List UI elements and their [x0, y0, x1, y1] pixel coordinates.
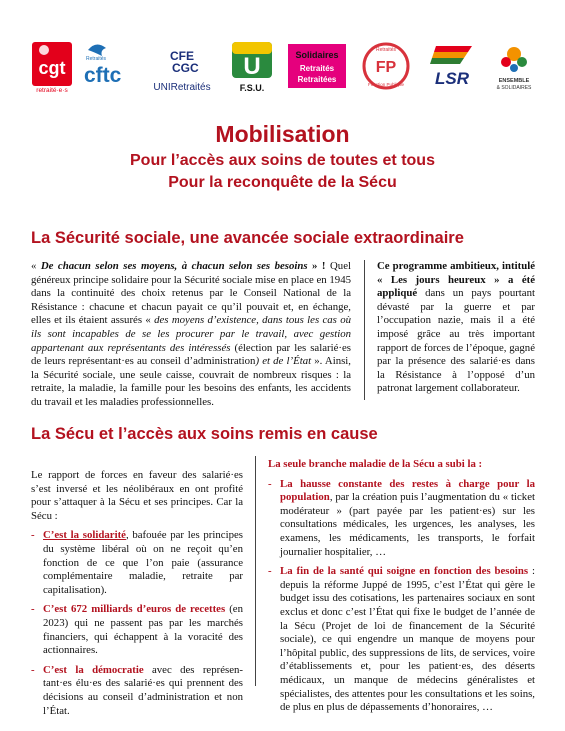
svg-text:Retraités: Retraités [299, 64, 335, 73]
quote-close: » ! [307, 260, 326, 272]
svg-text:LSR: LSR [435, 69, 469, 88]
list-item-lead: C’est la solidarité [43, 529, 126, 542]
list-item [31, 603, 243, 657]
svg-text:CGC: CGC [172, 61, 199, 75]
list-item [268, 565, 535, 715]
list-dash: - [31, 663, 35, 676]
paragraph-text-1: Quel généreux principe solidaire pour la Sécurité sociale mise en place en 1945 dans la continuité des choix retenus par le Conseil National de la Résistance : chacune et chacun payait ce qu’il pouvait et, en échange, elles et ils étaient assurés « [31, 260, 351, 327]
svg-text:F.S.U.: F.S.U. [239, 83, 265, 93]
list-dash: - [31, 529, 35, 542]
union-logos [30, 38, 540, 98]
svg-text:Fonction Publique: Fonction Publique [367, 82, 405, 87]
svg-text:cftc: cftc [84, 64, 122, 87]
svg-text:Retraitées: Retraitées [297, 75, 337, 84]
section2-left-column [31, 469, 243, 718]
list-item-text: avec des représen-tant·es élu·es des salarié·es qui prennent des décisions au conseil d’administration et non l’État. [43, 663, 243, 717]
solidaires-logo [286, 38, 348, 94]
list-item-lead: C’est 672 milliards d’euros de recettes [43, 603, 226, 616]
jours-heureux-text: dans un pays pourtant dévasté par la guerre et par l’occupation nazie, mais il a été imposé grâce au très important rapport de forces de l’époque, gagné par la présence des salarié·es dans la Résistance à l’opposé d’un patronat largement collaborateur. [377, 287, 535, 395]
paragraph-text-3: ». Ainsi, la Sécurité sociale, une seule caisse, couvrait de nombreux risques : la retraite, la maladie, la famille pour les besoins des enfants, les accidents du travail et les maladies professionnelles. [31, 355, 352, 408]
cftc-logo [82, 38, 140, 94]
page-title: Mobilisation [215, 121, 350, 147]
svg-text:UNIRetraités: UNIRetraités [153, 82, 211, 93]
list-item [268, 478, 535, 560]
subtitle-reconquest: Pour la reconquête de la Sécu [168, 174, 397, 191]
quote-motto: De chacun selon ses moyens, à chacun selon ses besoins [40, 260, 308, 272]
svg-text:retraité·e·s: retraité·e·s [36, 87, 68, 94]
paragraph-text-2: (élection par les salarié·es de leurs représentant·es au conseil d’administration [31, 341, 351, 368]
quote-open: « [31, 260, 41, 272]
svg-text:Retraités: Retraités [86, 56, 107, 62]
section1-right-paragraph [377, 260, 535, 396]
list-dash: - [268, 477, 272, 490]
column-divider [255, 456, 256, 686]
section-heading-securite-sociale: La Sécurité sociale, une avancée sociale extraordinaire [31, 229, 464, 247]
section1-left-paragraph [31, 260, 351, 410]
svg-text:Solidaires: Solidaires [295, 50, 339, 60]
lsr-logo [426, 38, 478, 94]
list-item-text: , bafouée par les principes du système libéral où on ne reçoit qu’en fonction de ce que l’on paie (assurance complémentaire maladie, retraite par capitalisation). [43, 529, 243, 596]
column-divider [364, 260, 365, 400]
cgt-logo [30, 38, 74, 94]
section-heading-secu-remise-en-cause: La Sécu et l’accès aux soins remis en cause [31, 425, 378, 443]
list-item-lead: C’est la démocratie [43, 663, 144, 676]
list-item-text: , par la création puis l’augmentation du « ticket modérateur » (part payée par les patient·es) sur les consultations médicales, les urgences, les analyses, les examens, les médicaments, les transports, le forfait journalier hospitalier, … [280, 491, 535, 558]
fp-retraites-logo [358, 38, 414, 94]
list-dash: - [31, 603, 35, 616]
paragraph-italic-2: ) et de l’État [255, 355, 312, 368]
list-dash: - [268, 565, 272, 578]
svg-text:Retraités: Retraités [375, 47, 397, 53]
list-item-lead: La fin de la santé qui soigne en fonction des besoins [280, 565, 529, 578]
list-item [31, 529, 243, 597]
fsu-logo [228, 38, 276, 94]
ensemble-solidaires-logo [488, 38, 540, 94]
section2-right-column [268, 458, 535, 715]
svg-text:CFE: CFE [170, 49, 194, 63]
subtitle-access-care: Pour l’accès aux soins de toutes et tous [130, 152, 435, 169]
svg-text:cgt: cgt [38, 58, 66, 78]
list-item-text: : depuis la réforme Juppé de 1995, c’est l’État qui gère le budget issu des cotisations, les partenaires sociaux en sont exclus et donc c’est l’État qui fixe le budget de l’année de la Sécu (Projet de loi de financement de la Sécurité sociale), ce qui engendre un manque de moyens pour l’hôpital public, des suppressions de lits, de services, voire d’établissements et, pour les patient·es, des déserts médicaux, un manque de médecins généralistes et spécialistes, des attentes pour les consultations et les soins, de plus en plus de dépassements d’honoraires, … [280, 565, 535, 714]
svg-text:FP: FP [375, 59, 397, 76]
section2-right-intro: La seule branche maladie de la Sécu a subi la : [268, 458, 483, 470]
list-item-lead: La hausse constante des restes à charge pour la population [280, 477, 535, 504]
cfe-cgc-logo [146, 38, 218, 94]
paragraph-italic-1: des moyens d’existence, dans tous les cas où ils sont incapables de se les procurer par le travail, avec gestion appartenant aux représentants des intéressés [31, 314, 351, 354]
section2-left-intro: Le rapport de forces en faveur des salarié·es s’est inversé et les néolibéraux en ont profité pour s’attaquer à la Sécu et ses principes. Car la Sécu : [31, 469, 243, 522]
list-item-text: (en 2023) qui ne passent pas par les marchés financiers, qui échappent à la voracité des actionnaires. [43, 603, 243, 657]
svg-text:U: U [243, 53, 261, 80]
section1-right-column [377, 260, 535, 396]
jours-heureux-lead: Ce programme ambitieux, intitulé « Les jours heureux » a été appliqué [377, 260, 535, 300]
section1-left-column [31, 260, 351, 410]
svg-text:& SOLIDAIRES: & SOLIDAIRES [496, 85, 532, 91]
list-item [31, 664, 243, 718]
svg-text:ENSEMBLE: ENSEMBLE [498, 78, 530, 84]
